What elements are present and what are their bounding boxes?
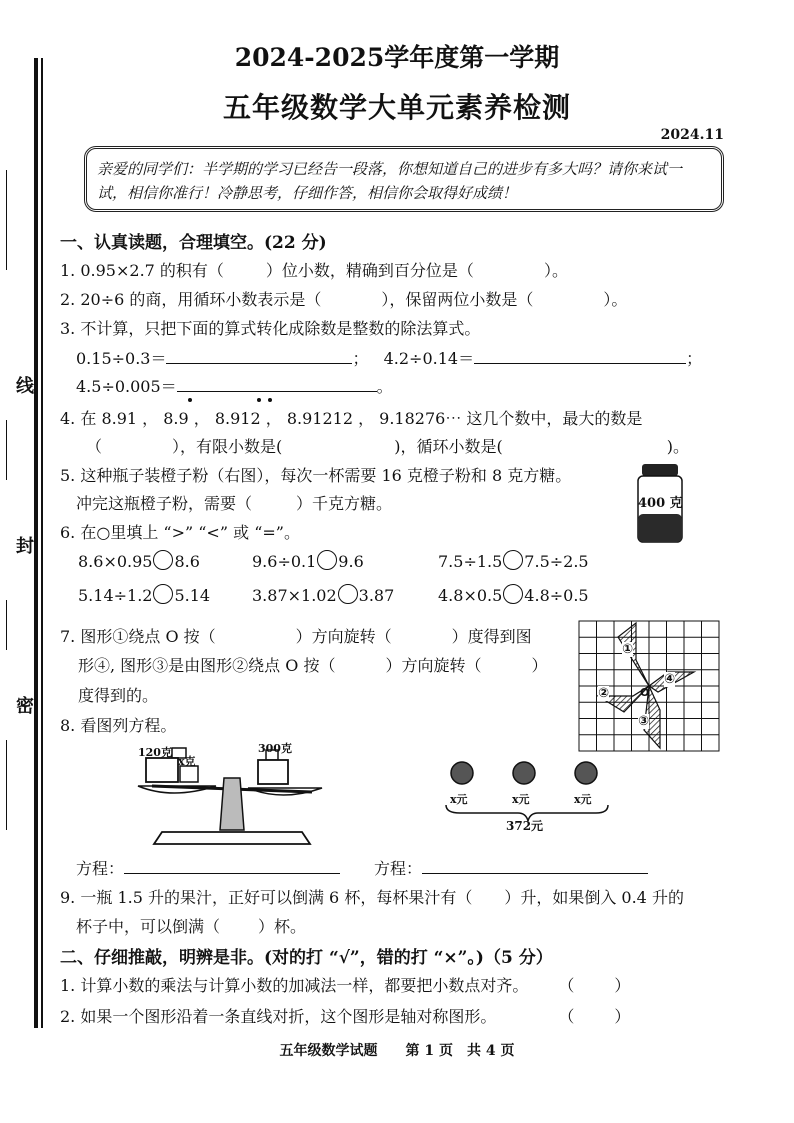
q6-item: 5.14÷1.2 5.14 <box>78 586 211 605</box>
q6-stem: 6. 在○里填上 “>” “<” 或 “=”。 <box>60 523 300 542</box>
jar-illustration <box>634 462 686 544</box>
grid-label-2: ② <box>598 686 610 701</box>
repeating-dot <box>268 398 272 402</box>
section1-heading: 一、认真读题，合理填空。(22 分) <box>60 233 327 253</box>
page-footer: 五年级数学试题 第 1 页 共 4 页 <box>279 1043 515 1059</box>
q2: 2. 20÷6 的商，用循环小数表示是（ ），保留两位小数是（ ）。 <box>60 290 628 309</box>
compare-circle[interactable] <box>503 584 523 604</box>
answer-blank[interactable] <box>166 347 352 364</box>
section2-heading: 二、仔细推敲，明辨是非。(对的打 “√”，错的打 “×”。)（5 分） <box>60 948 553 968</box>
year-title: 2024-2025学年度第一学期 <box>234 43 560 72</box>
equation-blank[interactable] <box>422 857 648 874</box>
ball-price-2: x元 <box>512 793 530 806</box>
answer-blank[interactable] <box>177 375 377 392</box>
q5-line2: 冲完这瓶橙子粉，需要（ ）千克方糖。 <box>76 494 393 513</box>
q7-line2: 形④, 图形③是由图形②绕点 O 按（ ）方向旋转（ ） <box>78 656 548 675</box>
margin-label-xian: 线 <box>16 376 34 397</box>
q8-equation-1: 方程： <box>76 856 340 879</box>
q7-line1: 7. 图形①绕点 O 按（ ）方向旋转（ ）度得到图 <box>60 627 532 646</box>
weight-label-x: x克 <box>178 755 196 768</box>
q8-equation-2: 方程： <box>374 856 648 879</box>
rotation-grid <box>578 620 720 752</box>
q7-line3: 度得到的。 <box>78 686 159 705</box>
q3-row1: 0.15÷0.3＝ ； 4.2÷0.14＝ ； <box>76 349 703 368</box>
compare-circle[interactable] <box>338 584 358 604</box>
balance-scale <box>132 740 332 848</box>
ball-price-3: x元 <box>574 793 592 806</box>
repeating-dot <box>188 398 192 402</box>
q6-item: 7.5÷1.5 7.5÷2.5 <box>438 552 589 571</box>
q5-line1: 5. 这种瓶子装橙子粉（右图），每次一杯需要 16 克橙子粉和 8 克方糖。 <box>60 466 572 485</box>
answer-blank[interactable] <box>474 347 686 364</box>
jar-label: 400 克 <box>638 496 683 511</box>
repeating-dot <box>257 398 261 402</box>
q9-line1: 9. 一瓶 1.5 升的果汁，正好可以倒满 6 杯，每杯果汁有（ ）升，如果倒入 0.4 升的 <box>60 888 684 907</box>
grid-label-1: ① <box>622 642 634 657</box>
grid-label-3: ③ <box>638 714 650 729</box>
exam-date: 2024.11 <box>660 127 724 143</box>
q6-item: 4.8×0.5 4.8÷0.5 <box>438 586 589 605</box>
q4-answers: （ ），有限小数是( )，循环小数是( )。 <box>86 437 690 456</box>
margin-label-mi: 密 <box>16 696 34 717</box>
q6-item: 8.6×0.95 8.6 <box>78 552 200 571</box>
compare-circle[interactable] <box>317 550 337 570</box>
q3-stem: 3. 不计算，只把下面的算式转化成除数是整数的除法算式。 <box>60 319 481 338</box>
binding-margin-line <box>41 58 43 1028</box>
judge-item-2: 2. 如果一个图形沿着一条直线对折，这个图形是轴对称图形。 （ ） <box>60 1007 631 1026</box>
grid-label-origin: O <box>640 686 650 699</box>
compare-circle[interactable] <box>503 550 523 570</box>
weight-label-120: 120克 <box>138 746 172 759</box>
margin-dash <box>6 170 7 270</box>
ball-price-1: x元 <box>450 793 468 806</box>
margin-dash <box>6 740 7 830</box>
margin-dash <box>6 600 7 650</box>
total-price: 372元 <box>506 819 544 833</box>
compare-circle[interactable] <box>153 584 173 604</box>
balls-figure <box>440 755 615 835</box>
judge-item-1: 1. 计算小数的乘法与计算小数的加减法一样，都要把小数点对齐。 （ ） <box>60 976 631 995</box>
q8-stem: 8. 看图列方程。 <box>60 716 177 735</box>
margin-dash <box>6 420 7 480</box>
exam-title: 五年级数学大单元素养检测 <box>222 91 571 124</box>
q4-stem: 4. 在 8.91 ， 8.9 ， 8.912 ， 8.91212 ， 9.18276⋯ 这几个数中，最大的数是 <box>60 409 643 428</box>
margin-label-feng: 封 <box>16 536 34 557</box>
q3-row2: 4.5÷0.005＝ 。 <box>76 377 393 396</box>
weight-label-300: 300克 <box>258 742 292 755</box>
q9-line2: 杯子中，可以倒满（ ）杯。 <box>76 917 307 936</box>
q1: 1. 0.95×2.7 的积有（ ）位小数，精确到百分位是（ ）。 <box>60 261 568 280</box>
equation-blank[interactable] <box>124 857 340 874</box>
notice-box: 亲爱的同学们：半学期的学习已经告一段落，你想知道自己的进步有多大吗？请你来试一试，相信你准行！冷静思考，仔细作答，相信你会取得好成绩！ <box>84 146 724 212</box>
compare-circle[interactable] <box>153 550 173 570</box>
grid-label-4: ④ <box>664 672 676 687</box>
q6-item: 3.87×1.02 3.87 <box>252 586 395 605</box>
q6-item: 9.6÷0.1 9.6 <box>252 552 364 571</box>
